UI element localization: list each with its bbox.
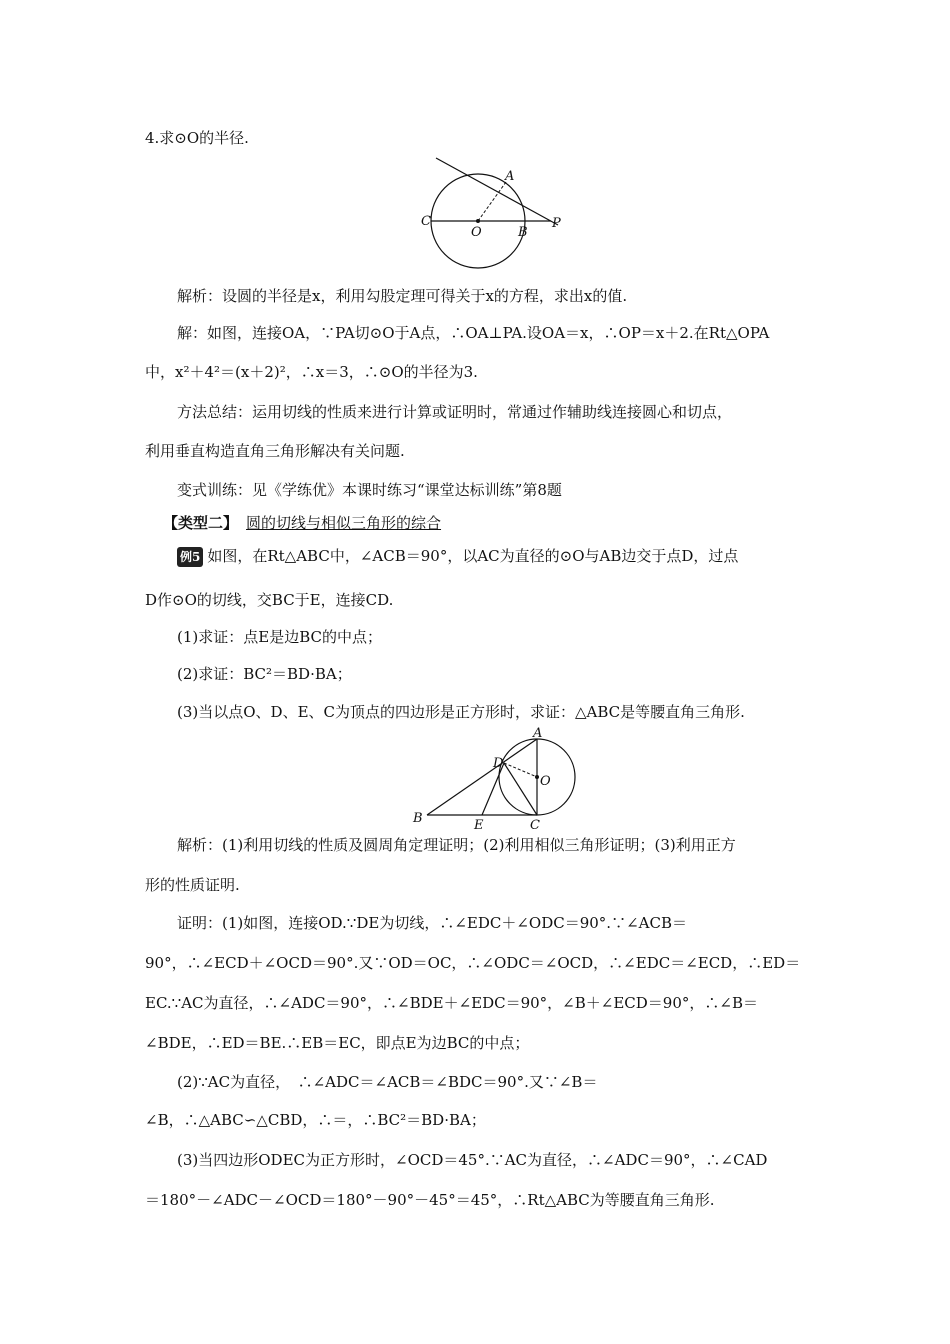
method-summary-line1: 方法总结：运用切线的性质来进行计算或证明时，常通过作辅助线连接圆心和切点， [177,403,733,421]
question-3: (3)当以点O、D、E、C为顶点的四边形是正方形时，求证：△ABC是等腰直角三角形. [177,703,745,721]
label-b: B [518,225,528,240]
label-o: O [540,774,551,789]
variant-training: 变式训练：见《学练优》本课时练习“课堂达标训练”第8题 [177,481,562,499]
proof-2-line2: ∠B，∴△ABC∽△CBD，∴＝，∴BC²＝BD·BA； [145,1111,486,1129]
method-summary-line2: 利用垂直构造直角三角形解决有关问题. [145,442,405,460]
example-5-text: 如图，在Rt△ABC中，∠ACB＝90°，以AC为直径的⊙O与AB边交于点D，过点 [207,547,739,565]
label-e: E [474,818,484,833]
label-o: O [471,225,482,240]
label-d: D [493,756,504,771]
proof-1-line4: ∠BDE，∴ED＝BE.∴EB＝EC，即点E为边BC的中点； [145,1034,530,1052]
proof-3-line1: (3)当四边形ODEC为正方形时，∠OCD＝45°.∵AC为直径，∴∠ADC＝90°，∴∠CAD [177,1151,768,1169]
type2-tag: 【类型二】 [163,514,239,532]
proof-1-line1: 证明：(1)如图，连接OD.∵DE为切线，∴∠EDC＋∠ODC＝90°.∵∠ACB＝ [177,914,687,932]
question-2: (2)求证：BC²＝BD·BA； [177,665,352,683]
analysis-2-line2: 形的性质证明. [145,876,240,894]
label-p: P [552,216,561,231]
problem-4: 4.求⊙O的半径. [145,129,249,147]
example-5-line1 [177,546,805,567]
proof-3-line2: ＝180°－∠ADC－∠OCD＝180°－90°－45°＝45°，∴Rt△ABC为等腰直角三角形. [145,1191,715,1209]
example-5-line2: D作⊙O的切线，交BC于E，连接CD. [145,591,394,609]
solution-1-line1: 解：如图，连接OA，∵PA切⊙O于A点，∴OA⊥PA.设OA＝x，∴OP＝x＋2.在Rt△OPA [177,324,770,342]
proof-1-line3: EC.∵AC为直径，∴∠ADC＝90°，∴∠BDE＋∠EDC＝90°，∠B＋∠ECD＝90°，∴∠B＝ [145,994,758,1012]
label-a: A [505,169,515,184]
proof-1-line2: 90°，∴∠ECD＋∠OCD＝90°.又∵OD＝OC，∴∠ODC＝∠OCD，∴∠EDC＝∠ECD，∴ED＝ [145,954,801,972]
label-c: C [421,214,431,229]
question-1: (1)求证：点E是边BC的中点； [177,628,382,646]
proof-2-line1: (2)∵AC为直径， ∴∠ADC＝∠ACB＝∠BDC＝90°.又∵∠B＝ [177,1073,598,1091]
label-c: C [530,818,540,833]
type2-title: 圆的切线与相似三角形的综合 [246,514,442,532]
figure-tangent-circle [410,155,580,275]
analysis-2-line1: 解析：(1)利用切线的性质及圆周角定理证明；(2)利用相似三角形证明；(3)利用正方 [177,836,736,854]
label-a: A [533,726,543,741]
label-b: B [413,811,423,826]
example-5-tag: 例5 [177,547,203,567]
solution-1-line2: 中，x²＋4²＝(x＋2)²，∴x＝3，∴⊙O的半径为3. [145,363,478,381]
figure-right-triangle-circle [405,725,605,833]
type2-heading [163,513,805,533]
analysis-1: 解析：设圆的半径是x，利用勾股定理可得关于x的方程，求出x的值. [177,287,628,305]
